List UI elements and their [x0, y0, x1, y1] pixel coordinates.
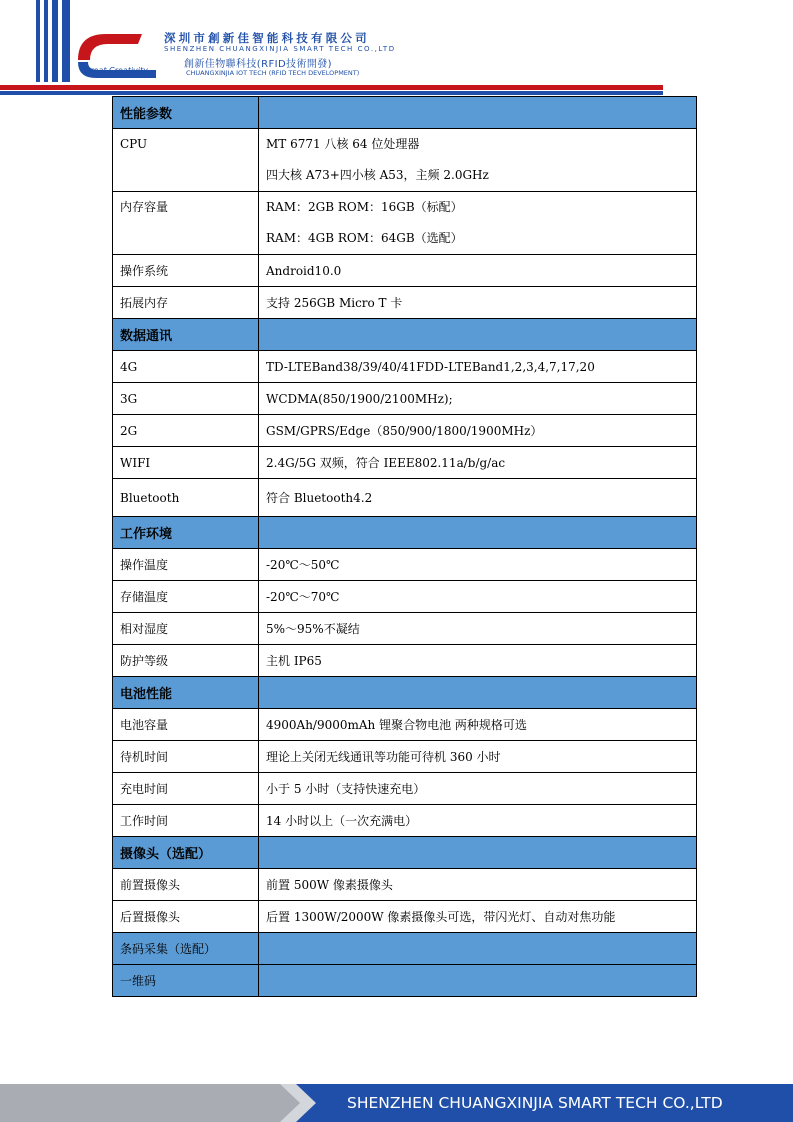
table-row — [113, 869, 697, 901]
row-value: Android10.0 — [259, 255, 697, 287]
section-empty-cell — [259, 677, 697, 709]
section-empty-cell — [259, 319, 697, 351]
row-value: 主机 IP65 — [259, 645, 697, 677]
company-name-cn: 深圳市創新佳智能科技有限公司 — [164, 31, 370, 45]
section-environment — [113, 517, 697, 549]
section-title: 摄像头（选配） — [113, 837, 259, 869]
logo-tagline: Great Creativity — [84, 66, 148, 75]
section-empty-cell — [259, 933, 697, 965]
table-row — [113, 255, 697, 287]
section-communication — [113, 319, 697, 351]
row-value: 四大核 A73+四小核 A53，主频 2.0GHz — [266, 168, 489, 182]
table-row — [113, 805, 697, 837]
row-label: 3G — [113, 383, 259, 415]
row-value: 符合 Bluetooth4.2 — [259, 479, 697, 517]
table-row — [113, 549, 697, 581]
row-label: 后置摄像头 — [113, 901, 259, 933]
row-value: 14 小时以上（一次充满电） — [259, 805, 697, 837]
table-row — [113, 709, 697, 741]
table-row — [113, 447, 697, 479]
footer-company-name: SHENZHEN CHUANGXINJIA SMART TECH CO.,LTD — [347, 1094, 723, 1112]
row-label: 待机时间 — [113, 741, 259, 773]
row-label: 电池容量 — [113, 709, 259, 741]
row-label: 2G — [113, 415, 259, 447]
section-title: 工作环境 — [113, 517, 259, 549]
header-rule-red — [0, 85, 663, 90]
row-label: 拓展内存 — [113, 287, 259, 319]
section-camera — [113, 837, 697, 869]
table-row — [113, 773, 697, 805]
row-label: Bluetooth — [113, 479, 259, 517]
row-value: WCDMA(850/1900/2100MHz); — [259, 383, 697, 415]
header-rule-blue — [0, 91, 663, 95]
row-value: 5%～95%不凝结 — [259, 613, 697, 645]
row-label: 存储温度 — [113, 581, 259, 613]
section-barcode — [113, 933, 697, 965]
section-empty-cell — [259, 97, 697, 129]
row-value: -20℃～70℃ — [259, 581, 697, 613]
table-row — [113, 129, 697, 192]
row-value: TD-LTEBand38/39/40/41FDD-LTEBand1,2,3,4,7,17,20 — [259, 351, 697, 383]
row-label: CPU — [120, 137, 148, 151]
row-label: 相对湿度 — [113, 613, 259, 645]
table-row — [113, 351, 697, 383]
table-row — [113, 965, 697, 997]
row-value: RAM：2GB ROM：16GB（标配） — [266, 200, 463, 214]
row-value: 支持 256GB Micro T 卡 — [259, 287, 697, 319]
section-title: 数据通讯 — [113, 319, 259, 351]
row-label: 操作系统 — [113, 255, 259, 287]
row-value: 后置 1300W/2000W 像素摄像头可选，带闪光灯、自动对焦功能 — [259, 901, 697, 933]
section-title: 条码采集（选配） — [113, 933, 259, 965]
section-empty-cell — [259, 837, 697, 869]
section-title: 性能参数 — [113, 97, 259, 129]
row-label: 充电时间 — [113, 773, 259, 805]
section-title: 电池性能 — [113, 677, 259, 709]
table-row — [113, 415, 697, 447]
table-row — [113, 581, 697, 613]
row-label: 4G — [113, 351, 259, 383]
table-row — [113, 192, 697, 255]
header-decor-stripes — [0, 0, 72, 82]
row-label: 操作温度 — [113, 549, 259, 581]
company-name-en: SHENZHEN CHUANGXINJIA SMART TECH CO.,LTD — [164, 45, 396, 53]
section-performance — [113, 97, 697, 129]
table-row — [113, 901, 697, 933]
row-value: -20℃～50℃ — [259, 549, 697, 581]
row-label: 一维码 — [113, 965, 259, 997]
spec-table — [112, 96, 697, 997]
row-label: 防护等级 — [113, 645, 259, 677]
row-value: 小于 5 小时（支持快速充电） — [259, 773, 697, 805]
row-value: 4900Ah/9000mAh 锂聚合物电池 两种规格可选 — [259, 709, 697, 741]
row-value: 前置 500W 像素摄像头 — [259, 869, 697, 901]
row-label: 前置摄像头 — [113, 869, 259, 901]
table-row — [113, 645, 697, 677]
row-value: 2.4G/5G 双频，符合 IEEE802.11a/b/g/ac — [259, 447, 697, 479]
row-value: 理论上关闭无线通讯等功能可待机 360 小时 — [259, 741, 697, 773]
row-label: 内存容量 — [120, 200, 169, 214]
section-empty-cell — [259, 517, 697, 549]
row-value: RAM：4GB ROM：64GB（选配） — [266, 231, 463, 245]
iot-company-cn: 創新佳物聯科技(RFID技術開發) — [184, 59, 332, 70]
table-row — [113, 479, 697, 517]
table-row — [113, 741, 697, 773]
row-label: 工作时间 — [113, 805, 259, 837]
table-row — [113, 287, 697, 319]
table-row — [113, 383, 697, 415]
row-value: GSM/GPRS/Edge（850/900/1800/1900MHz） — [259, 415, 697, 447]
row-value: MT 6771 八核 64 位处理器 — [266, 137, 420, 151]
row-value-empty — [259, 965, 697, 997]
section-battery — [113, 677, 697, 709]
table-row — [113, 613, 697, 645]
iot-company-en: CHUANGXINJIA IOT TECH (RFID TECH DEVELOPMENT) — [186, 69, 360, 77]
row-label: WIFI — [113, 447, 259, 479]
